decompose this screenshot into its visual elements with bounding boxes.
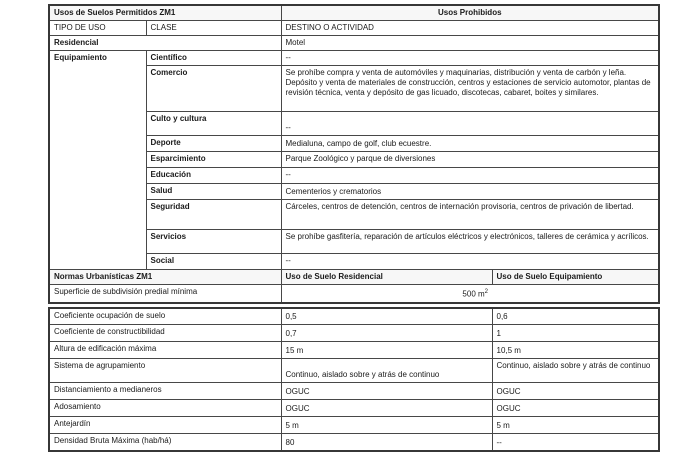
uso-residencial-header: Uso de Suelo Residencial <box>281 270 492 285</box>
norm-residencial-value: OGUC <box>281 400 492 417</box>
col-header-clase: CLASE <box>146 21 281 36</box>
table-row <box>49 308 659 325</box>
table-row <box>49 325 659 342</box>
destino-cell: -- <box>281 112 659 136</box>
prohibited-uses-header: Usos Prohibidos <box>281 5 659 21</box>
table-row <box>49 383 659 400</box>
destino-cell: Medialuna, campo de golf, club ecuestre. <box>281 136 659 152</box>
superficie-label: Superficie de subdivisión predial mínima <box>49 285 281 303</box>
destino-cell: -- <box>281 51 659 66</box>
norm-residencial-value: 5 m <box>281 417 492 434</box>
land-use-table <box>48 4 660 304</box>
destino-cell: -- <box>281 254 659 270</box>
residencial-label: Residencial <box>49 36 281 51</box>
norm-equipamiento-value: 10,5 m <box>492 342 659 359</box>
norm-residencial-value: 80 <box>281 434 492 451</box>
clase-cell: Servicios <box>146 230 281 254</box>
norm-label: Distanciamiento a medianeros <box>49 383 281 400</box>
norm-residencial-value: 15 m <box>281 342 492 359</box>
superficie-value <box>281 285 659 303</box>
clase-cell: Esparcimiento <box>146 152 281 168</box>
norm-label: Adosamiento <box>49 400 281 417</box>
clase-cell: Salud <box>146 184 281 200</box>
clase-cell: Social <box>146 254 281 270</box>
norm-equipamiento-value: 0,6 <box>492 308 659 325</box>
table-row <box>49 400 659 417</box>
norm-label: Coeficiente ocupación de suelo <box>49 308 281 325</box>
destino-cell: -- <box>281 168 659 184</box>
table-row <box>49 342 659 359</box>
norm-residencial-value: 0,7 <box>281 325 492 342</box>
uso-equipamiento-header: Uso de Suelo Equipamiento <box>492 270 659 285</box>
destino-cell: Cárceles, centros de detención, centros de internación provisoria, centros de privación de libertad. <box>281 200 659 230</box>
norm-equipamiento-value: OGUC <box>492 400 659 417</box>
urban-norms-table <box>48 307 660 452</box>
norm-label: Antejardín <box>49 417 281 434</box>
clase-cell: Culto y cultura <box>146 112 281 136</box>
destino-cell: Se prohíbe compra y venta de automóviles y maquinarias, distribución y venta de carbón y leña. Depósito y venta de materiales de construcción, centros y estaciones de servicio automotor, plantas de revisión técnica, venta y depósito de gas licuado, discotecas, cabaret, boites y similares. <box>281 66 659 112</box>
table-row <box>49 51 659 66</box>
norm-residencial-value: 0,5 <box>281 308 492 325</box>
norm-equipamiento-value: -- <box>492 434 659 451</box>
col-header-tipo: TIPO DE USO <box>49 21 146 36</box>
table-row <box>49 359 659 383</box>
destino-cell: Se prohíbe gasfitería, reparación de artículos eléctricos y electrónicos, talleres de cerámica y acrílicos. <box>281 230 659 254</box>
destino-cell: Cementerios y crematorios <box>281 184 659 200</box>
norm-residencial-value: OGUC <box>281 383 492 400</box>
permitted-uses-header: Usos de Suelos Permitidos ZM1 <box>49 5 281 21</box>
residencial-destino: Motel <box>281 36 659 51</box>
equipamiento-label: Equipamiento <box>49 51 146 270</box>
col-header-destino: DESTINO O ACTIVIDAD <box>281 21 659 36</box>
clase-cell: Seguridad <box>146 200 281 230</box>
norm-label: Densidad Bruta Máxima (hab/há) <box>49 434 281 451</box>
clase-cell: Deporte <box>146 136 281 152</box>
norm-equipamiento-value: 1 <box>492 325 659 342</box>
norm-label: Sistema de agrupamiento <box>49 359 281 383</box>
normas-header: Normas Urbanísticas ZM1 <box>49 270 281 285</box>
norm-label: Coeficiente de constructibilidad <box>49 325 281 342</box>
destino-cell: Parque Zoológico y parque de diversiones <box>281 152 659 168</box>
norm-equipamiento-value: Continuo, aislado sobre y atrás de continuo <box>492 359 659 383</box>
table-row <box>49 434 659 451</box>
norm-residencial-value: Continuo, aislado sobre y atrás de continuo <box>281 359 492 383</box>
norm-label: Altura de edificación máxima <box>49 342 281 359</box>
superficie-number: 500 m <box>462 289 485 299</box>
superficie-exponent: 2 <box>484 289 488 295</box>
norm-equipamiento-value: 5 m <box>492 417 659 434</box>
clase-cell: Científico <box>146 51 281 66</box>
zoning-document <box>48 4 658 452</box>
clase-cell: Educación <box>146 168 281 184</box>
table-row <box>49 417 659 434</box>
clase-cell: Comercio <box>146 66 281 112</box>
norm-equipamiento-value: OGUC <box>492 383 659 400</box>
